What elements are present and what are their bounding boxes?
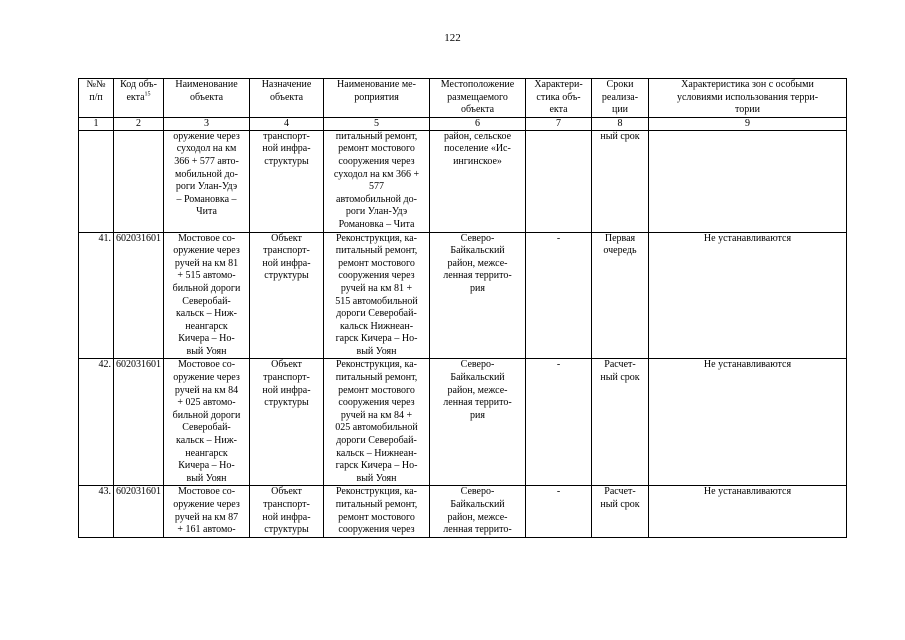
object-purpose: Объект транспорт- ной инфра- структуры	[250, 486, 324, 537]
object-name: Мостовое со- оружение через ручей на км 87 + 161 автомо-	[164, 486, 250, 537]
header-cell-term: Сроки реализа- ции	[592, 79, 649, 118]
column-number-row	[79, 117, 847, 130]
column-number: 5	[324, 117, 430, 130]
header-cell-code: Код объ- екта$^{15}$	[114, 79, 164, 118]
header-cell-num: №№ п/п	[79, 79, 114, 118]
implementation-term: Первая очередь	[592, 232, 649, 359]
header-cell-characteristic: Характери- стика объ- екта	[526, 79, 592, 118]
object-location: район, сельское поселение «Ис- ингинское»	[430, 130, 526, 232]
row-number: 43.	[79, 486, 114, 537]
header-row	[79, 79, 847, 118]
object-characteristic: -	[526, 486, 592, 537]
object-name: Мостовое со- оружение через ручей на км 84 + 025 автомо- бильной дороги Северобай- кальск – Ниж- неангарск Кичера – Но- вый Уоян	[164, 359, 250, 486]
column-number: 9	[649, 117, 847, 130]
table-row	[79, 130, 847, 232]
implementation-term: Расчет- ный срок	[592, 359, 649, 486]
objects-table	[78, 78, 847, 538]
object-location: Северо- Байкальский район, межсе- ленная террито- рия	[430, 232, 526, 359]
measure-name: Реконструкция, ка- питальный ремонт, ремонт мостового сооружения через	[324, 486, 430, 537]
table-row	[79, 486, 847, 537]
object-name: Мостовое со- оружение через ручей на км 81 + 515 автомо- бильной дороги Северобай- кальск – Ниж- неангарск Кичера – Но- вый Уоян	[164, 232, 250, 359]
zones-characteristic: Не устанавливаются	[649, 232, 847, 359]
column-number: 3	[164, 117, 250, 130]
zones-characteristic: Не устанавливаются	[649, 486, 847, 537]
row-number: 41.	[79, 232, 114, 359]
header-cell-zones: Характеристика зон с особыми условиями использования терри- тории	[649, 79, 847, 118]
page-number: 122	[444, 32, 461, 44]
object-purpose: Объект транспорт- ной инфра- структуры	[250, 232, 324, 359]
object-purpose: транспорт- ной инфра- структуры	[250, 130, 324, 232]
object-code: 602031601	[114, 232, 164, 359]
object-purpose: Объект транспорт- ной инфра- структуры	[250, 359, 324, 486]
object-code	[114, 130, 164, 232]
column-number: 4	[250, 117, 324, 130]
zones-characteristic	[649, 130, 847, 232]
implementation-term: ный срок	[592, 130, 649, 232]
header-cell-purpose: Назначение объекта	[250, 79, 324, 118]
table-row	[79, 232, 847, 359]
measure-name: Реконструкция, ка- питальный ремонт, ремонт мостового сооружения через ручей на км 81 + 515 автомобильной дороги Северобай- кальск Нижнеан- гарск Кичера – Но- вый Уоян	[324, 232, 430, 359]
header-cell-name: Наименование объекта	[164, 79, 250, 118]
object-code: 602031601	[114, 359, 164, 486]
zones-characteristic: Не устанавливаются	[649, 359, 847, 486]
object-name: оружение через суходол на км 366 + 577 авто- мобильной до- роги Улан-Удэ – Романовка – Чита	[164, 130, 250, 232]
table-row	[79, 359, 847, 486]
header-cell-measure: Наименование ме- роприятия	[324, 79, 430, 118]
column-number: 6	[430, 117, 526, 130]
row-number: 42.	[79, 359, 114, 486]
header-cell-location: Местоположение размещаемого объекта	[430, 79, 526, 118]
object-characteristic: -	[526, 232, 592, 359]
object-location: Северо- Байкальский район, межсе- ленная террито-	[430, 486, 526, 537]
implementation-term: Расчет- ный срок	[592, 486, 649, 537]
column-number: 7	[526, 117, 592, 130]
object-location: Северо- Байкальский район, межсе- ленная террито- рия	[430, 359, 526, 486]
column-number: 2	[114, 117, 164, 130]
measure-name: Реконструкция, ка- питальный ремонт, ремонт мостового сооружения через ручей на км 84 + 025 автомобильной дороги Северобай- кальск – Нижнеан- гарск Кичера – Но- вый Уоян	[324, 359, 430, 486]
column-number: 1	[79, 117, 114, 130]
object-characteristic: -	[526, 359, 592, 486]
column-number: 8	[592, 117, 649, 130]
measure-name: питальный ремонт, ремонт мостового сооружения через суходол на км 366 + 577 автомобильной до- роги Улан-Удэ Романовка – Чита	[324, 130, 430, 232]
footnote-marker: 15	[144, 91, 151, 98]
object-code: 602031601	[114, 486, 164, 537]
row-number	[79, 130, 114, 232]
object-characteristic	[526, 130, 592, 232]
